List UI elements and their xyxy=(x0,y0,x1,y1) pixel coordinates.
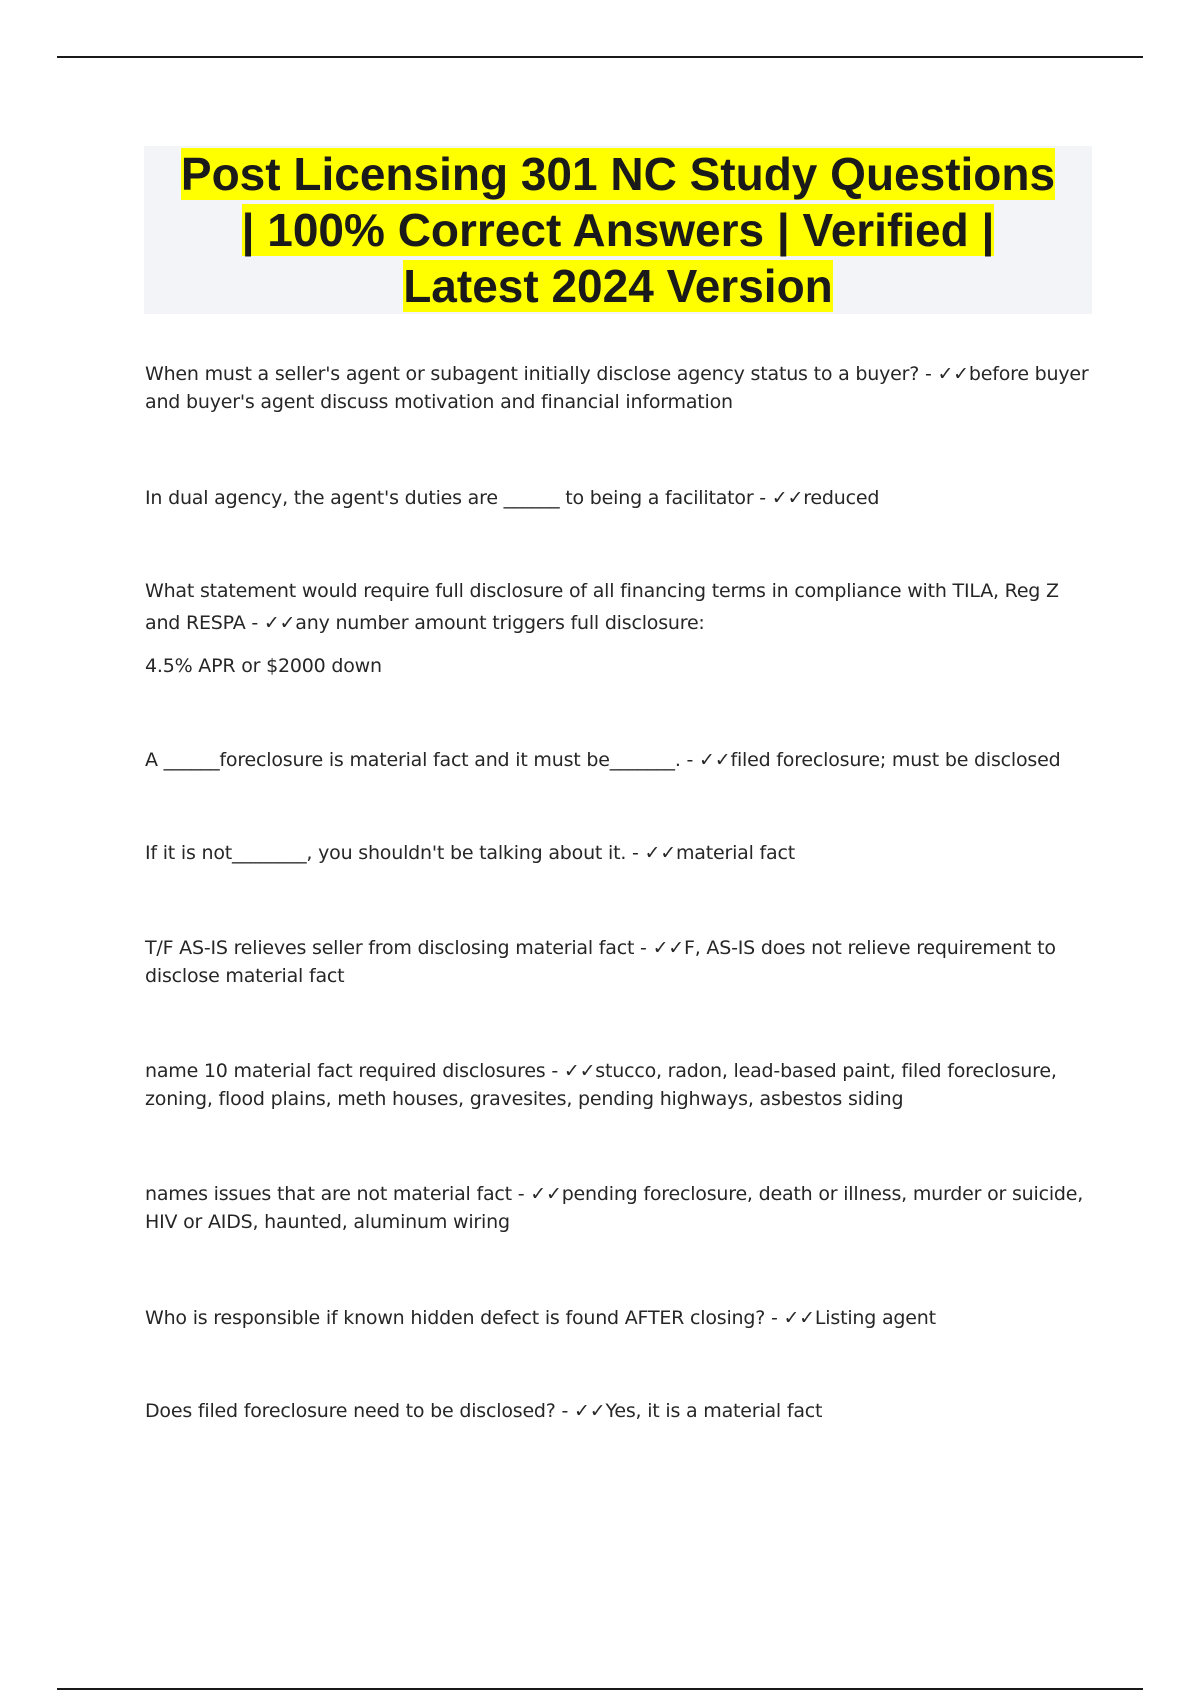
question-text: T/F AS-IS relieves seller from disclosing material fact - xyxy=(145,937,653,959)
qa-item-7 xyxy=(145,1057,1095,1113)
question-text: Does filed foreclosure need to be disclosed? - xyxy=(145,1400,575,1422)
qa-item-9 xyxy=(145,1304,1095,1332)
qa-item-8 xyxy=(145,1180,1095,1236)
answer-text: Listing agent xyxy=(814,1307,936,1329)
title-line-2: | 100% Correct Answers | Verified | xyxy=(241,204,995,256)
check-icon: ✓✓ xyxy=(783,1307,815,1329)
qa-item-4 xyxy=(145,746,1095,774)
qa-item-1 xyxy=(145,360,1095,416)
qa-item-6 xyxy=(145,934,1095,990)
check-icon: ✓✓ xyxy=(530,1183,562,1205)
qa-item-5 xyxy=(145,839,1095,867)
check-icon: ✓✓ xyxy=(563,1060,596,1082)
check-icon: ✓✓ xyxy=(263,612,296,634)
qa-item-10 xyxy=(145,1397,1095,1425)
check-icon: ✓✓ xyxy=(574,1400,606,1422)
check-icon: ✓✓ xyxy=(644,842,676,864)
question-text: A ______foreclosure is material fact and it must be_______. - xyxy=(145,749,699,771)
answer-text: Yes, it is a material fact xyxy=(605,1400,823,1422)
question-text: Who is responsible if known hidden defect is found AFTER closing? - xyxy=(145,1307,784,1329)
answer-text: stucco, radon, lead-based paint, filed foreclosure, zoning, flood plains, meth houses, gravesites, pending highways, asbestos siding xyxy=(145,1060,1057,1110)
question-text: When must a seller's agent or subagent initially disclose agency status to a buyer? - xyxy=(145,363,938,385)
answer-text: any number amount triggers full disclosure: xyxy=(295,612,705,634)
title-line-1: Post Licensing 301 NC Study Questions xyxy=(180,148,1056,200)
question-text: names issues that are not material fact - xyxy=(145,1183,531,1205)
question-text: What statement would require full disclosure of all financing terms in compliance with TILA, Reg Z and RESPA - xyxy=(145,580,1059,634)
document-title xyxy=(181,148,1055,312)
title-line-3: Latest 2024 Version xyxy=(403,260,833,312)
top-rule xyxy=(57,56,1143,58)
qa-item-2 xyxy=(145,484,1095,512)
answer-text: pending foreclosure, death or illness, murder or suicide, HIV or AIDS, haunted, aluminum wiring xyxy=(145,1183,1084,1233)
check-icon: ✓✓ xyxy=(652,937,685,959)
answer-text: filed foreclosure; must be disclosed xyxy=(730,749,1061,771)
qa-item-3 xyxy=(145,575,1095,639)
title-box xyxy=(144,146,1092,314)
check-icon: ✓✓ xyxy=(771,487,804,509)
question-text: If it is not________, you shouldn't be talking about it. - xyxy=(145,842,645,864)
answer-text: material fact xyxy=(675,842,795,864)
check-icon: ✓✓ xyxy=(937,363,969,385)
question-text: In dual agency, the agent's duties are ______ to being a facilitator - xyxy=(145,487,772,509)
question-text: name 10 material fact required disclosures - xyxy=(145,1060,564,1082)
qa-item-3-example: 4.5% APR or $2000 down xyxy=(145,655,382,677)
answer-text: reduced xyxy=(803,487,880,509)
answer-text: before buyer and buyer's agent discuss motivation and financial information xyxy=(145,363,1089,413)
answer-text: F, AS-IS does not relieve requirement to disclose material fact xyxy=(145,937,1056,987)
check-icon: ✓✓ xyxy=(699,749,731,771)
bottom-rule xyxy=(57,1688,1143,1690)
